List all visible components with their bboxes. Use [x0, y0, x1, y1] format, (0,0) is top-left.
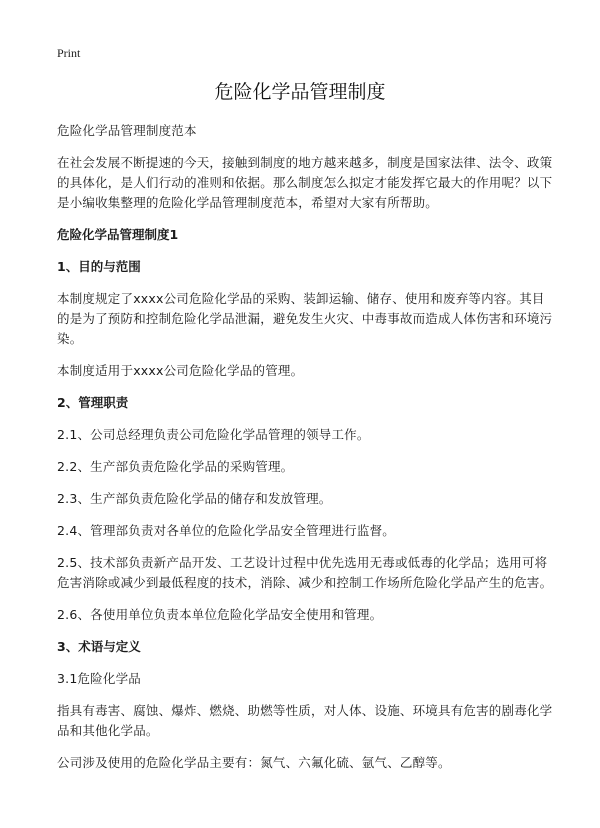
list-item: 2.3、生产部负责危险化学品的储存和发放管理。: [57, 491, 332, 506]
section-1-paragraph: 本制度规定了xxxx公司危险化学品的采购、装卸运输、储存、使用和废弃等内容。其目的是为了预防和控制危险化学品泄漏，避免发生火灾、中毒事故而造成人体伤害和环境污染。: [57, 291, 553, 346]
intro-paragraph: 在社会发展不断提速的今天，接触到制度的地方越来越多，制度是国家法律、法令、政策的具体化，是人们行动的准则和依据。那么制度怎么拟定才能发挥它最大的作用呢？以下是小编收集整理的危险化学品管理制度范本，希望对大家有所帮助。: [57, 155, 553, 210]
document-body: [57, 121, 557, 773]
section-1-scope: 本制度适用于xxxx公司危险化学品的管理。: [57, 363, 304, 378]
section-1-heading: 1、目的与范围: [57, 259, 141, 274]
list-item: 2.5、技术部负责新产品开发、工艺设计过程中优先选用无毒或低毒的化学品；选用可将危害消除或减少到最低程度的技术，消除、减少和控制工作场所危险化学品产生的危害。: [57, 555, 553, 590]
list-item: 2.2、生产部负责危险化学品的采购管理。: [57, 459, 294, 474]
page-title: 危险化学品管理制度: [214, 81, 386, 103]
list-item: 2.1、公司总经理负责公司危险化学品管理的领导工作。: [57, 427, 370, 442]
section-2-heading: 2、管理职责: [57, 395, 129, 410]
list-item: 2.4、管理部负责对各单位的危险化学品安全管理进行监督。: [57, 523, 395, 538]
section-3-subheading: 3.1危险化学品: [57, 671, 141, 686]
section-3-definition: 指具有毒害、腐蚀、爆炸、燃烧、助燃等性质，对人体、设施、环境具有危害的剧毒化学品和其他化学品。: [57, 703, 553, 738]
section-3-chemicals: 公司涉及使用的危险化学品主要有：氮气、六氟化硫、氩气、乙醇等。: [57, 755, 451, 770]
section-title: 危险化学品管理制度1: [57, 227, 179, 242]
section-3-heading: 3、术语与定义: [57, 639, 141, 654]
document-subtitle: 危险化学品管理制度范本: [57, 123, 197, 138]
print-link[interactable]: Print: [57, 46, 81, 60]
list-item: 2.6、各使用单位负责本单位危险化学品安全使用和管理。: [57, 607, 383, 622]
